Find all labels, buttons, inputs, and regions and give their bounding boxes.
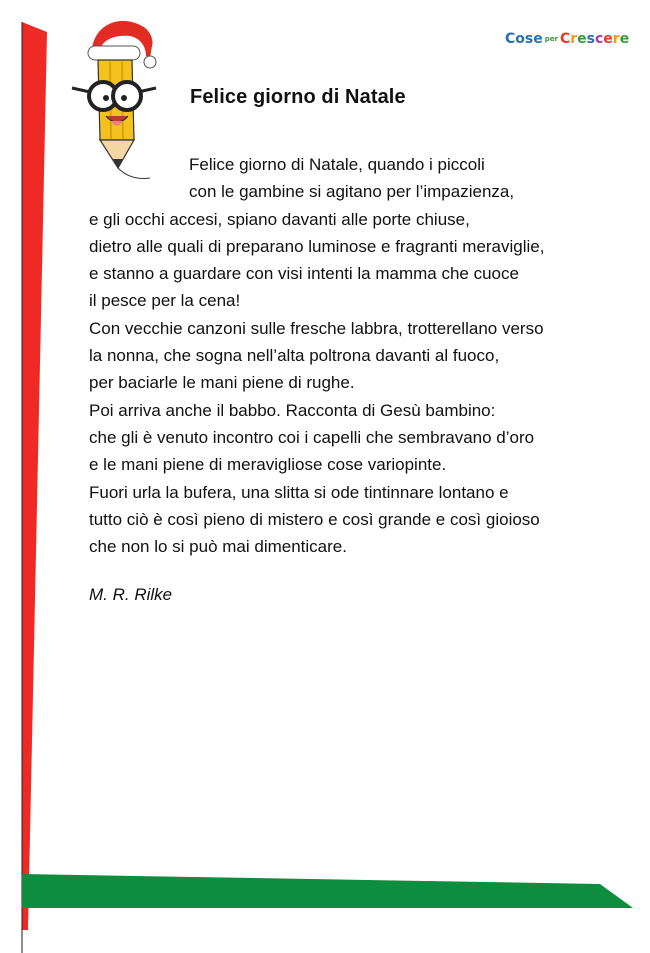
poem-line: Fuori urla la bufera, una slitta si ode tintinnare lontano e: [89, 482, 509, 502]
logo-letter: c: [594, 31, 604, 47]
poem-line: con le gambine si agitano per l’impazienza,: [189, 182, 515, 202]
poem-line: Con vecchie canzoni sulle fresche labbra, trotterellano verso: [89, 318, 544, 338]
site-logo: [505, 28, 633, 50]
poem-line: il pesce per la cena!: [89, 291, 241, 311]
logo-letter: e: [577, 31, 587, 47]
page-title: Felice giorno di Natale: [190, 86, 406, 108]
poem-line: e gli occhi accesi, spiano davanti alle porte chiuse,: [89, 209, 470, 229]
poem-body: [89, 151, 629, 560]
poem-line: che gli è venuto incontro coi i capelli che sembravano d’oro: [89, 427, 535, 447]
logo-letter: e: [619, 31, 630, 47]
poem-line: che non lo si può mai dimenticare.: [89, 537, 347, 557]
poem-line: la nonna, che sogna nell’alta poltrona davanti al fuoco,: [89, 346, 500, 366]
poem-line: dietro alle quali di preparano luminose e fragranti meraviglie,: [89, 236, 545, 256]
poem-line: per baciarle le mani piene di rughe.: [89, 373, 355, 393]
green-bottom-band: [22, 874, 633, 908]
logo-letter: C: [559, 31, 571, 47]
logo-word-per: per: [544, 35, 558, 43]
logo-letter: r: [570, 31, 578, 47]
logo-letter: s: [586, 31, 595, 47]
red-left-stripe: [22, 22, 47, 930]
poem-line: e stanno a guardare con visi intenti la mamma che cuoce: [89, 264, 519, 284]
poem-line: Felice giorno di Natale, quando i piccoli: [189, 155, 485, 174]
logo-letter: r: [612, 31, 620, 47]
poem-author: M. R. Rilke: [89, 585, 173, 604]
logo-word-cose: Cose: [505, 31, 543, 47]
logo-letter: e: [603, 31, 613, 47]
poem-line: e le mani piene di meravigliose cose variopinte.: [89, 455, 447, 475]
poem-line: Poi arriva anche il babbo. Racconta di Gesù bambino:: [89, 400, 496, 420]
poem-line: tutto ciò è così pieno di mistero e così grande e così gioioso: [89, 509, 540, 529]
